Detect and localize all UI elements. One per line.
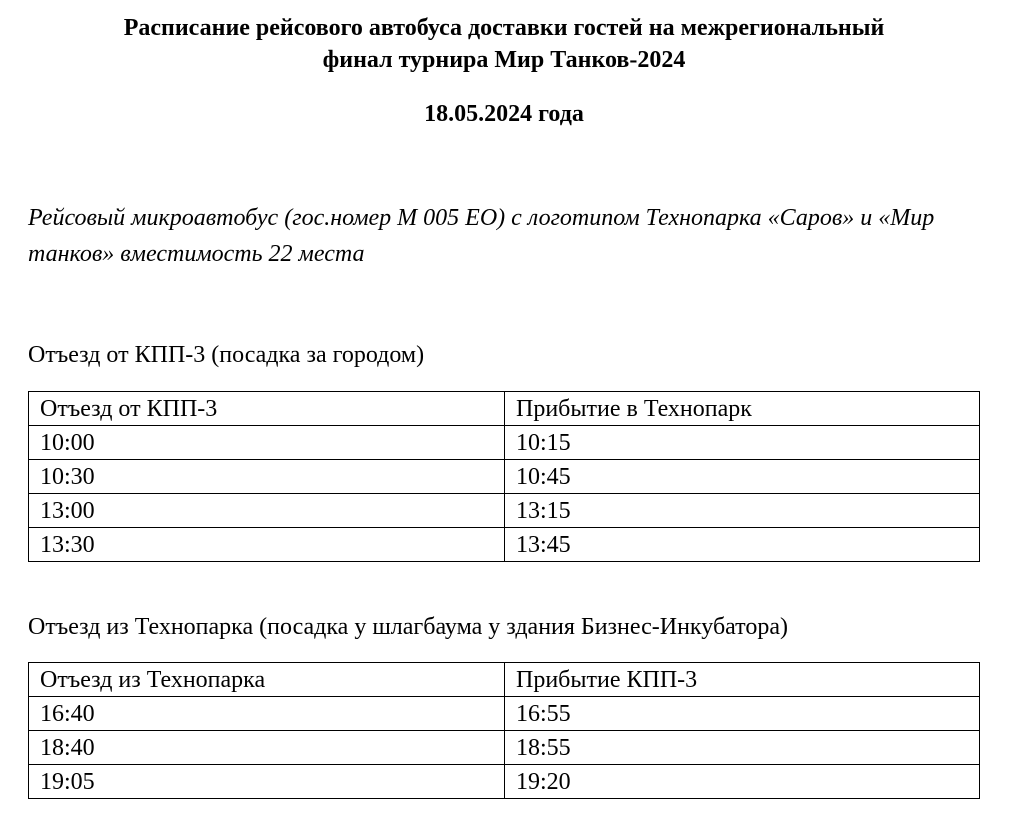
departure-time: 16:40 <box>29 697 505 731</box>
departure-time: 10:30 <box>29 460 505 494</box>
page-title-line-1: Расписание рейсового автобуса доставки гостей на межрегиональный <box>123 15 885 41</box>
table-row <box>29 528 980 562</box>
table-row <box>29 731 980 765</box>
table-row <box>29 765 980 799</box>
column-header-departure: Отъезд из Технопарка <box>29 663 505 697</box>
column-header-arrival: Прибытие в Технопарк <box>505 392 980 426</box>
arrival-time: 10:45 <box>505 460 980 494</box>
departure-time: 13:30 <box>29 528 505 562</box>
arrival-time: 16:55 <box>505 697 980 731</box>
table-row <box>29 460 980 494</box>
schedule-table-from-kpp <box>28 391 980 562</box>
arrival-time: 18:55 <box>505 731 980 765</box>
departure-time: 10:00 <box>29 426 505 460</box>
departure-time: 18:40 <box>29 731 505 765</box>
table-header-row <box>29 392 980 426</box>
arrival-time: 10:15 <box>505 426 980 460</box>
arrival-time: 19:20 <box>505 765 980 799</box>
arrival-time: 13:15 <box>505 494 980 528</box>
schedule-table-from-technopark <box>28 662 980 799</box>
column-header-departure: Отъезд от КПП-3 <box>29 392 505 426</box>
table-row <box>29 697 980 731</box>
departure-time: 19:05 <box>29 765 505 799</box>
departure-time: 13:00 <box>29 494 505 528</box>
table-header-row <box>29 663 980 697</box>
section-2-label: Отъезд из Технопарка (посадка у шлагбаума у здания Бизнес-Инкубатора) <box>28 614 788 640</box>
bus-description: Рейсовый микроавтобус (гос.номер М 005 ЕО) с логотипом Технопарка «Саров» и «Мир танков» вместимость 22 места <box>28 205 935 267</box>
arrival-time: 13:45 <box>505 528 980 562</box>
page-title-line-2: финал турнира Мир Танков-2024 <box>322 47 686 73</box>
section-1-label: Отъезд от КПП-3 (посадка за городом) <box>28 342 425 368</box>
table-row <box>29 494 980 528</box>
table-row <box>29 426 980 460</box>
schedule-date: 18.05.2024 года <box>424 101 584 127</box>
column-header-arrival: Прибытие КПП-3 <box>505 663 980 697</box>
